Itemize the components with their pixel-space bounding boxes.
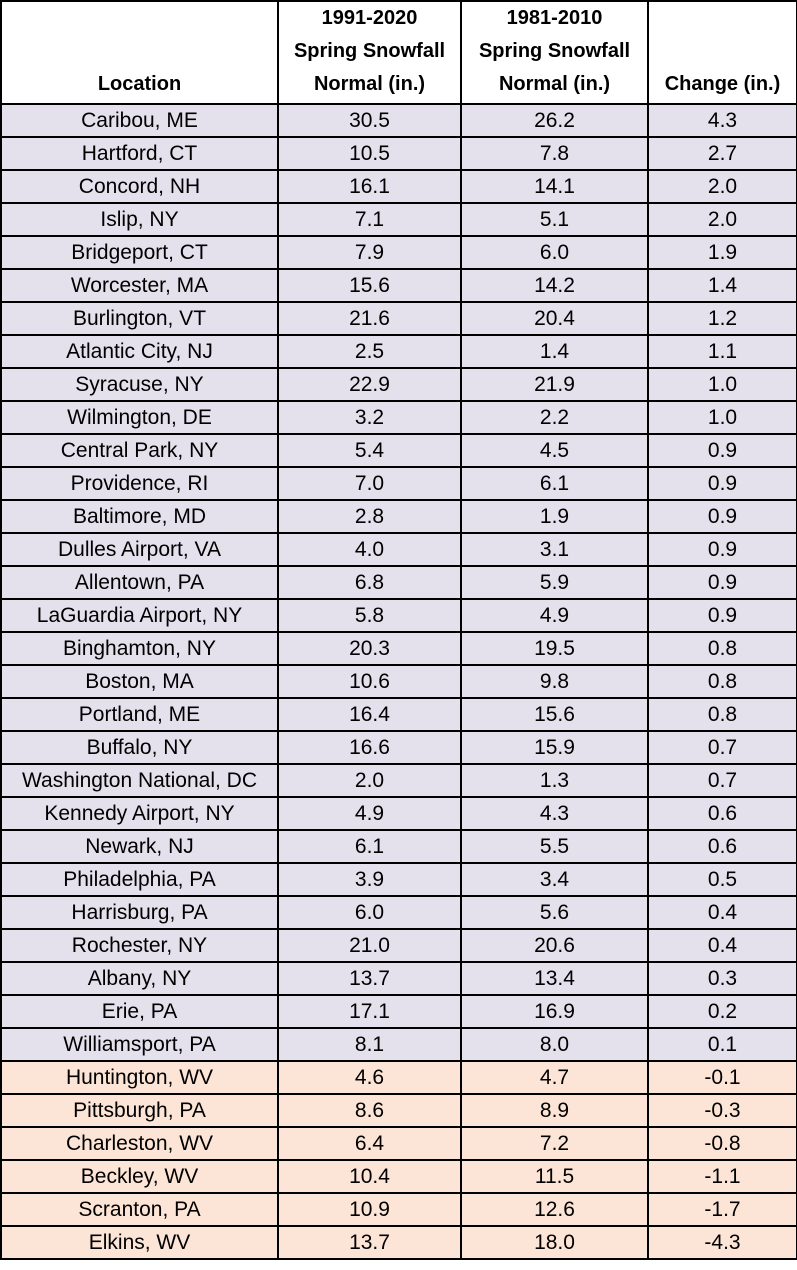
normal-1981-2010-cell: 14.1: [461, 170, 648, 203]
header-normal-1991-2020: [278, 1, 461, 104]
header-normal-1991-2020-line-2: Spring Snowfall: [293, 40, 446, 62]
normal-1991-2020-cell: 6.1: [278, 830, 461, 863]
normal-1981-2010-cell: 7.8: [461, 137, 648, 170]
location-cell: Buffalo, NY: [1, 731, 278, 764]
table-row: [1, 401, 797, 434]
normal-1991-2020-cell: 7.9: [278, 236, 461, 269]
normal-1981-2010-cell: 11.5: [461, 1160, 648, 1193]
location-cell: Dulles Airport, VA: [1, 533, 278, 566]
table-row: [1, 863, 797, 896]
change-cell: 0.7: [648, 764, 797, 797]
header-change-label: Change (in.): [664, 73, 781, 95]
table-row: [1, 896, 797, 929]
normal-1991-2020-cell: 2.8: [278, 500, 461, 533]
table-row: [1, 1094, 797, 1127]
table-row: [1, 302, 797, 335]
normal-1981-2010-cell: 1.4: [461, 335, 648, 368]
table-row: [1, 137, 797, 170]
table-row: [1, 599, 797, 632]
location-cell: Burlington, VT: [1, 302, 278, 335]
normal-1991-2020-cell: 5.8: [278, 599, 461, 632]
normal-1991-2020-cell: 10.5: [278, 137, 461, 170]
normal-1981-2010-cell: 9.8: [461, 665, 648, 698]
normal-1991-2020-cell: 6.8: [278, 566, 461, 599]
location-cell: Boston, MA: [1, 665, 278, 698]
normal-1991-2020-cell: 3.2: [278, 401, 461, 434]
location-cell: Newark, NJ: [1, 830, 278, 863]
location-cell: Bridgeport, CT: [1, 236, 278, 269]
table-row: [1, 830, 797, 863]
table-row: [1, 500, 797, 533]
change-cell: -0.1: [648, 1061, 797, 1094]
normal-1981-2010-cell: 3.1: [461, 533, 648, 566]
normal-1981-2010-cell: 2.2: [461, 401, 648, 434]
change-cell: 4.3: [648, 104, 797, 137]
location-cell: Elkins, WV: [1, 1226, 278, 1259]
location-cell: Philadelphia, PA: [1, 863, 278, 896]
table-row: [1, 995, 797, 1028]
table-row: [1, 1127, 797, 1160]
table-row: [1, 236, 797, 269]
change-cell: 0.9: [648, 566, 797, 599]
normal-1991-2020-cell: 3.9: [278, 863, 461, 896]
change-cell: 2.0: [648, 170, 797, 203]
normal-1991-2020-cell: 7.1: [278, 203, 461, 236]
header-row: [1, 1, 797, 104]
normal-1981-2010-cell: 13.4: [461, 962, 648, 995]
table-row: [1, 1028, 797, 1061]
table-row: [1, 170, 797, 203]
change-cell: 0.9: [648, 467, 797, 500]
table-row: [1, 665, 797, 698]
normal-1981-2010-cell: 7.2: [461, 1127, 648, 1160]
table-row: [1, 1193, 797, 1226]
change-cell: 1.9: [648, 236, 797, 269]
header-normal-1981-2010-line-1: 1981-2010: [506, 7, 603, 29]
location-cell: Beckley, WV: [1, 1160, 278, 1193]
location-cell: Albany, NY: [1, 962, 278, 995]
header-location-label: Location: [97, 73, 182, 95]
normal-1981-2010-cell: 15.9: [461, 731, 648, 764]
location-cell: Rochester, NY: [1, 929, 278, 962]
location-cell: Williamsport, PA: [1, 1028, 278, 1061]
normal-1991-2020-cell: 4.9: [278, 797, 461, 830]
normal-1991-2020-cell: 10.6: [278, 665, 461, 698]
table-row: [1, 962, 797, 995]
location-cell: Charleston, WV: [1, 1127, 278, 1160]
normal-1991-2020-cell: 13.7: [278, 1226, 461, 1259]
table-row: [1, 1061, 797, 1094]
change-cell: 0.7: [648, 731, 797, 764]
table-row: [1, 566, 797, 599]
location-cell: Concord, NH: [1, 170, 278, 203]
change-cell: -1.7: [648, 1193, 797, 1226]
normal-1981-2010-cell: 6.1: [461, 467, 648, 500]
normal-1981-2010-cell: 4.7: [461, 1061, 648, 1094]
change-cell: 1.1: [648, 335, 797, 368]
normal-1981-2010-cell: 20.4: [461, 302, 648, 335]
change-cell: 0.1: [648, 1028, 797, 1061]
header-normal-1991-2020-line-3: Normal (in.): [313, 73, 426, 95]
table-row: [1, 698, 797, 731]
change-cell: 0.9: [648, 500, 797, 533]
normal-1981-2010-cell: 4.5: [461, 434, 648, 467]
normal-1981-2010-cell: 5.1: [461, 203, 648, 236]
normal-1981-2010-cell: 12.6: [461, 1193, 648, 1226]
normal-1981-2010-cell: 5.5: [461, 830, 648, 863]
table-row: [1, 269, 797, 302]
location-cell: Huntington, WV: [1, 1061, 278, 1094]
table-row: [1, 368, 797, 401]
table-row: [1, 434, 797, 467]
normal-1981-2010-cell: 6.0: [461, 236, 648, 269]
table-row: [1, 1226, 797, 1259]
change-cell: -0.3: [648, 1094, 797, 1127]
change-cell: -1.1: [648, 1160, 797, 1193]
table-row: [1, 467, 797, 500]
header-change: [648, 1, 797, 104]
location-cell: Providence, RI: [1, 467, 278, 500]
change-cell: 0.6: [648, 797, 797, 830]
change-cell: 0.2: [648, 995, 797, 1028]
normal-1981-2010-cell: 21.9: [461, 368, 648, 401]
normal-1981-2010-cell: 18.0: [461, 1226, 648, 1259]
normal-1981-2010-cell: 16.9: [461, 995, 648, 1028]
normal-1991-2020-cell: 2.0: [278, 764, 461, 797]
change-cell: 0.8: [648, 698, 797, 731]
table-body: [1, 104, 797, 1259]
header-normal-1981-2010: [461, 1, 648, 104]
normal-1991-2020-cell: 16.6: [278, 731, 461, 764]
change-cell: 1.2: [648, 302, 797, 335]
normal-1991-2020-cell: 17.1: [278, 995, 461, 1028]
normal-1991-2020-cell: 7.0: [278, 467, 461, 500]
change-cell: 1.4: [648, 269, 797, 302]
table-row: [1, 764, 797, 797]
normal-1981-2010-cell: 4.3: [461, 797, 648, 830]
location-cell: Washington National, DC: [1, 764, 278, 797]
table-row: [1, 335, 797, 368]
normal-1991-2020-cell: 13.7: [278, 962, 461, 995]
change-cell: -4.3: [648, 1226, 797, 1259]
location-cell: Erie, PA: [1, 995, 278, 1028]
normal-1991-2020-cell: 6.0: [278, 896, 461, 929]
change-cell: 0.8: [648, 665, 797, 698]
normal-1991-2020-cell: 16.4: [278, 698, 461, 731]
location-cell: Islip, NY: [1, 203, 278, 236]
normal-1991-2020-cell: 16.1: [278, 170, 461, 203]
change-cell: 0.9: [648, 599, 797, 632]
normal-1981-2010-cell: 14.2: [461, 269, 648, 302]
change-cell: 0.4: [648, 929, 797, 962]
table-row: [1, 104, 797, 137]
location-cell: Worcester, MA: [1, 269, 278, 302]
location-cell: Pittsburgh, PA: [1, 1094, 278, 1127]
normal-1991-2020-cell: 21.6: [278, 302, 461, 335]
normal-1991-2020-cell: 20.3: [278, 632, 461, 665]
location-cell: Atlantic City, NJ: [1, 335, 278, 368]
normal-1981-2010-cell: 4.9: [461, 599, 648, 632]
change-cell: 0.8: [648, 632, 797, 665]
location-cell: Syracuse, NY: [1, 368, 278, 401]
normal-1981-2010-cell: 3.4: [461, 863, 648, 896]
normal-1981-2010-cell: 26.2: [461, 104, 648, 137]
location-cell: LaGuardia Airport, NY: [1, 599, 278, 632]
location-cell: Caribou, ME: [1, 104, 278, 137]
header-normal-1981-2010-line-3: Normal (in.): [498, 73, 611, 95]
normal-1981-2010-cell: 1.9: [461, 500, 648, 533]
change-cell: -0.8: [648, 1127, 797, 1160]
normal-1991-2020-cell: 5.4: [278, 434, 461, 467]
normal-1991-2020-cell: 10.9: [278, 1193, 461, 1226]
change-cell: 0.9: [648, 434, 797, 467]
normal-1991-2020-cell: 8.6: [278, 1094, 461, 1127]
table-row: [1, 797, 797, 830]
normal-1991-2020-cell: 4.6: [278, 1061, 461, 1094]
change-cell: 0.5: [648, 863, 797, 896]
change-cell: 2.0: [648, 203, 797, 236]
normal-1991-2020-cell: 21.0: [278, 929, 461, 962]
normal-1991-2020-cell: 8.1: [278, 1028, 461, 1061]
change-cell: 1.0: [648, 368, 797, 401]
table-row: [1, 533, 797, 566]
normal-1991-2020-cell: 6.4: [278, 1127, 461, 1160]
change-cell: 0.6: [648, 830, 797, 863]
location-cell: Kennedy Airport, NY: [1, 797, 278, 830]
location-cell: Portland, ME: [1, 698, 278, 731]
table-row: [1, 203, 797, 236]
table-row: [1, 632, 797, 665]
normal-1981-2010-cell: 19.5: [461, 632, 648, 665]
normal-1991-2020-cell: 4.0: [278, 533, 461, 566]
normal-1991-2020-cell: 30.5: [278, 104, 461, 137]
normal-1981-2010-cell: 8.0: [461, 1028, 648, 1061]
location-cell: Wilmington, DE: [1, 401, 278, 434]
change-cell: 1.0: [648, 401, 797, 434]
normal-1981-2010-cell: 15.6: [461, 698, 648, 731]
normal-1981-2010-cell: 5.6: [461, 896, 648, 929]
location-cell: Binghamton, NY: [1, 632, 278, 665]
normal-1981-2010-cell: 1.3: [461, 764, 648, 797]
change-cell: 0.4: [648, 896, 797, 929]
location-cell: Harrisburg, PA: [1, 896, 278, 929]
table-row: [1, 1160, 797, 1193]
change-cell: 0.3: [648, 962, 797, 995]
normal-1991-2020-cell: 10.4: [278, 1160, 461, 1193]
change-cell: 2.7: [648, 137, 797, 170]
table-row: [1, 731, 797, 764]
location-cell: Hartford, CT: [1, 137, 278, 170]
normal-1991-2020-cell: 22.9: [278, 368, 461, 401]
normal-1981-2010-cell: 8.9: [461, 1094, 648, 1127]
table-header: [1, 1, 797, 104]
header-normal-1991-2020-line-1: 1991-2020: [321, 7, 418, 29]
normal-1981-2010-cell: 20.6: [461, 929, 648, 962]
table-row: [1, 929, 797, 962]
location-cell: Scranton, PA: [1, 1193, 278, 1226]
normal-1991-2020-cell: 15.6: [278, 269, 461, 302]
header-normal-1981-2010-line-2: Spring Snowfall: [478, 40, 631, 62]
header-location: [1, 1, 278, 104]
location-cell: Central Park, NY: [1, 434, 278, 467]
normal-1981-2010-cell: 5.9: [461, 566, 648, 599]
normal-1991-2020-cell: 2.5: [278, 335, 461, 368]
location-cell: Baltimore, MD: [1, 500, 278, 533]
location-cell: Allentown, PA: [1, 566, 278, 599]
change-cell: 0.9: [648, 533, 797, 566]
